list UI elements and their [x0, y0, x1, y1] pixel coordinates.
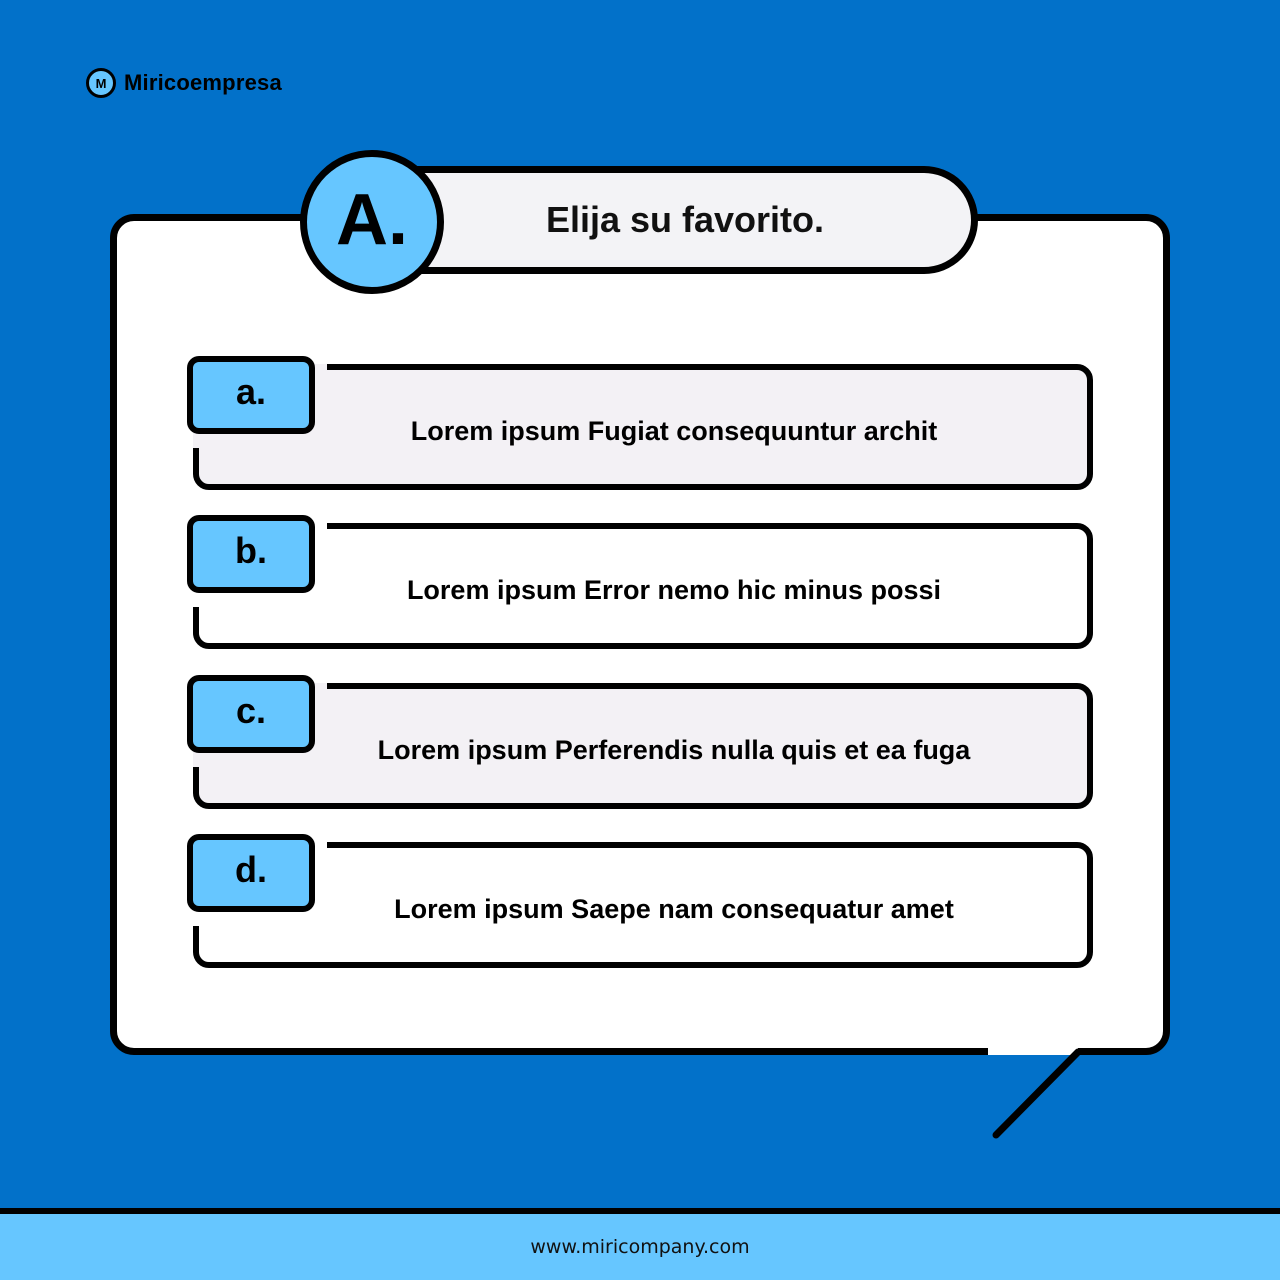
brand-logo-icon: M — [86, 68, 116, 98]
option-b[interactable] — [187, 515, 1093, 649]
option-letter-tag: a. — [187, 356, 315, 434]
footer-url-link[interactable]: www.miricompany.com — [530, 1236, 750, 1258]
brand-name: Miricoempresa — [124, 70, 282, 95]
option-letter-tag: b. — [187, 515, 315, 593]
option-text: Lorem ipsum Perferendis nulla quis et ea fuga — [377, 734, 971, 765]
question-title: Elija su favorito. — [545, 199, 825, 240]
option-text: Lorem ipsum Error nemo hic minus possi — [406, 574, 942, 605]
question-number: A. — [336, 180, 408, 260]
footer-bar — [0, 1208, 1280, 1280]
option-text: Lorem ipsum Saepe nam consequatur amet — [394, 893, 954, 924]
option-text: Lorem ipsum Fugiat consequuntur archit — [410, 415, 938, 446]
question-number-badge — [300, 150, 444, 294]
option-a[interactable] — [187, 356, 1093, 490]
option-letter-tag: d. — [187, 834, 315, 912]
option-letter-tag: c. — [187, 675, 315, 753]
option-d[interactable] — [187, 834, 1093, 968]
option-c[interactable] — [187, 675, 1093, 809]
